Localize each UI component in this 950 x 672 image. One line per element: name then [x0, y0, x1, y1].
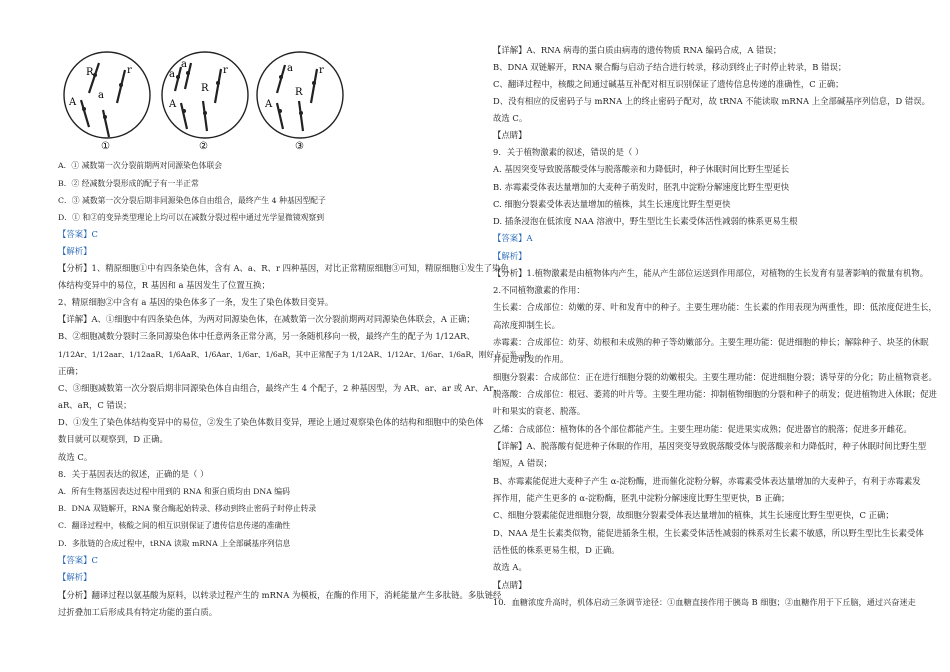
text-line: D、①发生了染色体结构变异中的易位，②发生了染色体数目变异，理论上通过观察染色体的结构和细胞中的染色体	[58, 417, 484, 427]
option-c: C．③ 减数第一次分裂后期非同源染色体自由组合，最终产生 4 种基因型配子	[58, 196, 326, 205]
gene-label: r	[127, 65, 132, 76]
text-line: B、DNA 双链解开，RNA 聚合酶与启动子结合进行转录，移动到终止子时停止转录，B 错误；	[493, 62, 847, 72]
option-d: D．多肽链的合成过程中，tRNA 读取 mRNA 上全部碱基序列信息	[58, 539, 291, 548]
text-line: 故选 A。	[493, 562, 527, 572]
text-line: 【详解】A、①细胞中有四条染色体，为两对同源染色体，在减数第一次分裂前期两对同源染色体联会，A 正确；	[58, 314, 475, 324]
text-line: 过折叠加工后形成具有特定功能的蛋白质。	[58, 607, 218, 617]
text-line: 1/12Ar、1/12aar、1/12aaR、1/6AaR、1/6Aar、1/6ar、1/6aR，其中正常配子为 1/12AR、1/12Ar、1/6ar、1/6aR，刚好占一半，B	[58, 350, 530, 359]
question-10: 10．血糖浓度升高时，机体启动三条调节途径：①血糖直接作用于胰岛 B 细胞；②血糖作用于下丘脑，通过兴奋迷走	[493, 597, 916, 607]
text-line: 【详解】A、RNA 病毒的蛋白质由病毒的遗传物质 RNA 编码合成，A 错误；	[493, 45, 782, 55]
tip-label: 【点睛】	[493, 130, 527, 140]
question-8: 8．关于基因表达的叙述，正确的是（ ）	[58, 469, 209, 479]
option-b: B．DNA 双链解开，RNA 聚合酶起始转录、移动到终止密码子时停止转录	[58, 504, 317, 513]
text-line: 2、精原细胞②中含有 a 基因的染色体多了一条，发生了染色体数目变异。	[58, 297, 334, 307]
text-line: 【详解】A、脱落酸有促进种子休眠的作用，基因突变导致脱落酸受体与脱落酸亲和力降低时，种子休眠时间比野生型	[493, 441, 927, 451]
text-line: 【分析】翻译过程以氨基酸为原料，以转录过程产生的 mRNA 为模板，在酶的作用下，消耗能量产生多肽链。多肽链经	[58, 590, 502, 600]
text-line: 2.不同植物激素的作用：	[493, 285, 585, 295]
text-line: 细胞分裂素：合成部位：正在进行细胞分裂的幼嫩根尖。主要生理功能：促进细胞分裂；诱导芽的分化；防止植物衰老。	[493, 372, 937, 382]
text-line: 故选 C。	[58, 452, 93, 462]
text-line: 体结构变异中的易位，R 基因和 a 基因发生了位置互换；	[58, 280, 270, 290]
option-b: B．② 经减数分裂形成的配子有一半正常	[58, 179, 199, 188]
text-line: aR、aR，C 错误；	[58, 400, 132, 410]
text-line: 高浓度抑制生长。	[493, 320, 560, 330]
text-line: 故选 C。	[493, 113, 528, 123]
cell-circle-2	[162, 52, 248, 152]
option-d: D．① 和②的变异类型理论上均可以在减数分裂过程中通过光学显微镜观察到	[58, 213, 325, 222]
text-line: 【分析】1.植物激素是由植物体内产生，能从产生部位运送到作用部位，对植物的生长发育有显著影响的微量有机物。	[493, 268, 929, 278]
analysis-label: 【解析】	[58, 246, 92, 256]
text-line: D、NAA 是生长素类似物，能促进插条生根，生长素受体活性减弱的株系对生长素不敏感，所以野生型比生长素受体	[493, 528, 924, 538]
text-line: 乙烯：合成部位：植物体的各个部位都能产生。主要生理功能：促进果实成熟；促进器官的脱落；促进多开雌花。	[493, 424, 912, 434]
answer-label: 【答案】A	[493, 233, 533, 243]
text-line: 数目就可以观察到，D 正确。	[58, 434, 168, 444]
analysis-label: 【解析】	[493, 251, 527, 261]
analysis-label: 【解析】	[58, 572, 92, 582]
chromosome-figure	[55, 45, 345, 153]
text-line: 【分析】1、精原细胞①中有四条染色体，含有 A、a、R、r 四种基因，对比正常精原细胞③可知，精原细胞①发生了染色	[58, 263, 509, 273]
text-line: B、②细胞减数分裂时三条同源染色体中任意两条正常分离，另一条随机移向一极，最终产生的配子为 1/12AR、	[58, 331, 475, 341]
text-line: C、细胞分裂素能促进细胞分裂，故细胞分裂素受体表达量增加的植株，其生长速度比野生型更快，C 正确；	[493, 510, 894, 520]
gene-label: r	[319, 65, 324, 76]
text-line: 脱落酸：合成部位：根冠、萎蔫的叶片等。主要生理功能：抑制植物细胞的分裂和种子的萌发；促进植物进入休眠；促进	[493, 389, 937, 399]
question-9: 9．关于植物激素的叙述，错误的是（ ）	[493, 147, 644, 157]
text-line: 叶和果实的衰老、脱落。	[493, 406, 586, 416]
text-line: D、没有相应的反密码子与 mRNA 上的终止密码子配对，故 tRNA 不能读取 mRNA 上全部碱基序列信息，D 错误。	[493, 96, 930, 106]
gene-label: R	[201, 83, 209, 94]
text-line: 生长素：合成部位：幼嫩的芽、叶和发育中的种子。主要生理功能：生长素的作用表现为两重性，即：低浓度促进生长，	[493, 302, 937, 312]
text-line: C、翻译过程中，核酸之间通过碱基互补配对相互识别保证了遗传信息传递的准确性，C 正确；	[493, 79, 844, 89]
option-c: C．翻译过程中，核酸之间的相互识别保证了遗传信息传递的准确性	[58, 521, 291, 530]
option-a: A. 基因突变导致脱落酸受体与脱落酸亲和力降低时，种子休眠时间比野生型延长	[493, 164, 790, 174]
text-line: 挥作用，能产生更多的 α-淀粉酶，胚乳中淀粉分解速度比野生型更快，B 正确；	[493, 493, 790, 503]
tip-label: 【点睛】	[493, 580, 527, 590]
text-line: C、③细胞减数第一次分裂后期非同源染色体自由组合，最终产生 4 个配子，2 种基因型，为 AR、ar、ar 或 Ar、Ar、	[58, 383, 502, 393]
circle-number: ①	[101, 141, 110, 152]
gene-label: R	[295, 87, 303, 98]
answer-label: 【答案】C	[58, 555, 98, 565]
circle-number: ②	[199, 141, 208, 152]
circle-number: ③	[295, 141, 304, 152]
option-d: D. 插条浸泡在低浓度 NAA 溶液中，野生型比生长素受体活性减弱的株系更易生根	[493, 216, 798, 226]
option-a: A．所有生物基因表达过程中用到的 RNA 和蛋白质均由 DNA 编码	[58, 487, 290, 496]
gene-label: r	[223, 65, 228, 76]
gene-label: A	[265, 99, 273, 110]
gene-label: A	[69, 97, 77, 108]
text-line: 赤霉素：合成部位：幼芽、幼根和未成熟的种子等幼嫩部分。主要生理功能：促进细胞的伸长；解除种子、块茎的休眠	[493, 337, 929, 347]
text-line: B、赤霉素能促进大麦种子产生 α-淀粉酶，进而催化淀粉分解，赤霉素受体表达量增加的大麦种子，有利于赤霉素发	[493, 476, 921, 486]
gene-label: a	[169, 69, 175, 80]
gene-label: a	[181, 59, 187, 70]
gene-label: a	[287, 63, 293, 74]
text-line: 并促进萌发的作用。	[493, 354, 569, 364]
gene-label: A	[169, 99, 177, 110]
option-b: B. 赤霉素受体表达量增加的大麦种子萌发时，胚乳中淀粉分解速度比野生型更快	[493, 182, 790, 192]
answer-label: 【答案】C	[58, 229, 98, 239]
gene-label: R	[86, 67, 94, 78]
option-a: A．① 减数第一次分裂前期两对同源染色体联会	[58, 161, 223, 170]
text-line: 正确；	[58, 366, 84, 376]
gene-label: a	[98, 90, 104, 101]
option-c: C. 细胞分裂素受体表达量增加的植株，其生长速度比野生型更快	[493, 199, 731, 209]
text-line: 活性低的株系更易生根，D 正确。	[493, 545, 620, 555]
text-line: 缩短，A 错误；	[493, 458, 552, 468]
cell-circle-1	[64, 52, 150, 152]
cell-circle-3	[257, 52, 343, 152]
